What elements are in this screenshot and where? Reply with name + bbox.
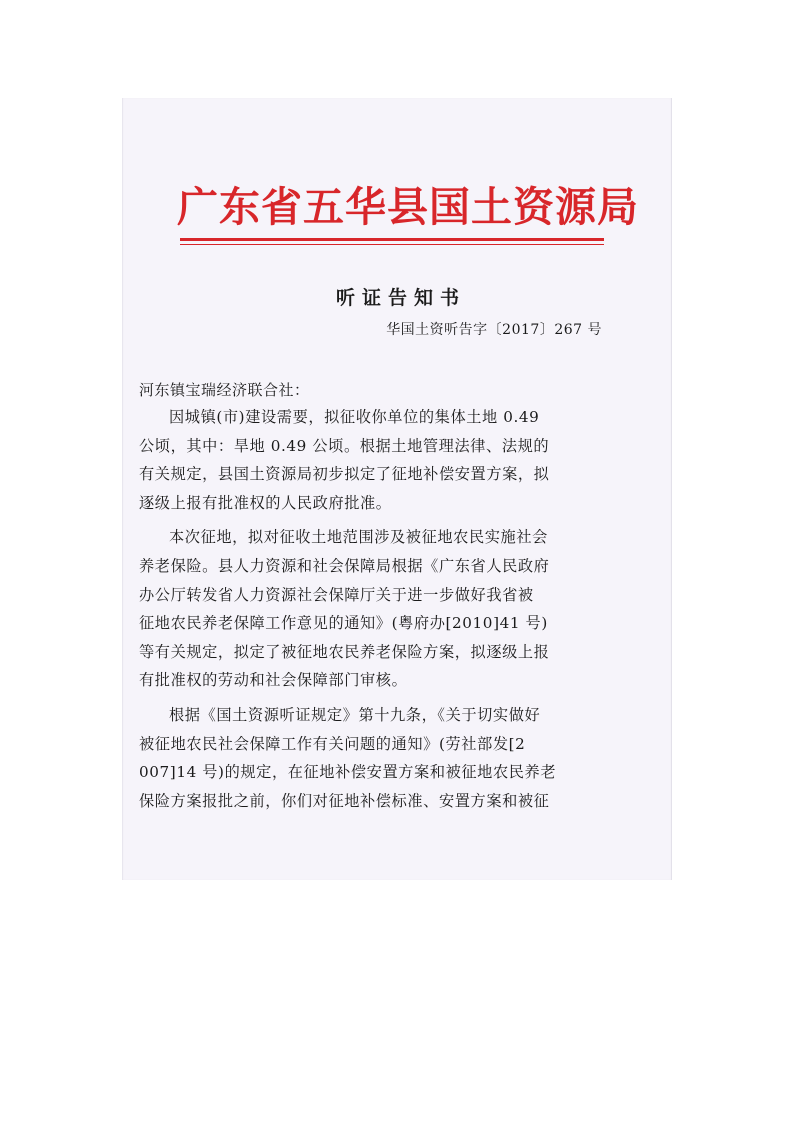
body-line: 保险方案报批之前，你们对征地补偿标准、安置方案和被征 (139, 791, 550, 810)
body-line: 因城镇(市)建设需要，拟征收你单位的集体土地 0.49 (169, 408, 540, 426)
body-line: 本次征地，拟对征收土地范围涉及被征地农民实施社会 (169, 528, 548, 547)
red-header-rule-thick (180, 238, 604, 241)
body-line: 被征地农民社会保障工作有关问题的通知》(劳社部发[2 (139, 734, 526, 753)
body-line: 办公厅转发省人力资源社会保障厅关于进一步做好我省被 (139, 585, 534, 604)
issuing-organization-title: 广东省五华县国土资源局 (177, 183, 639, 231)
red-header-rule-thin (180, 244, 604, 245)
body-line: 根据《国土资源听证规定》第十九条，《关于切实做好 (169, 705, 541, 724)
body-line: 公顷，其中：旱地 0.49 公顷。根据土地管理法律、法规的 (139, 436, 550, 455)
document-body (139, 403, 595, 815)
body-line: 有关规定，县国土资源局初步拟定了征地补偿安置方案，拟 (139, 465, 550, 484)
body-line: 等有关规定，拟定了被征地农民养老保险方案，拟逐级上报 (139, 642, 550, 661)
document-title: 听证告知书 (335, 287, 466, 309)
body-line: 逐级上报有批准权的人民政府批准。 (139, 493, 392, 512)
body-line: 007]14 号)的规定，在征地补偿安置方案和被征地农民养老 (139, 763, 557, 782)
addressee: 河东镇宝瑞经济联合社： (139, 381, 310, 399)
document-number: 华国土资听告字〔2017〕267 号 (386, 322, 602, 338)
document-page (122, 98, 672, 880)
body-line: 养老保险。县人力资源和社会保障局根据《广东省人民政府 (139, 556, 550, 575)
body-line: 征地农民养老保障工作意见的通知》(粤府办[2010]41 号) (139, 614, 548, 633)
body-line: 有批准权的劳动和社会保障部门审核。 (139, 671, 408, 690)
